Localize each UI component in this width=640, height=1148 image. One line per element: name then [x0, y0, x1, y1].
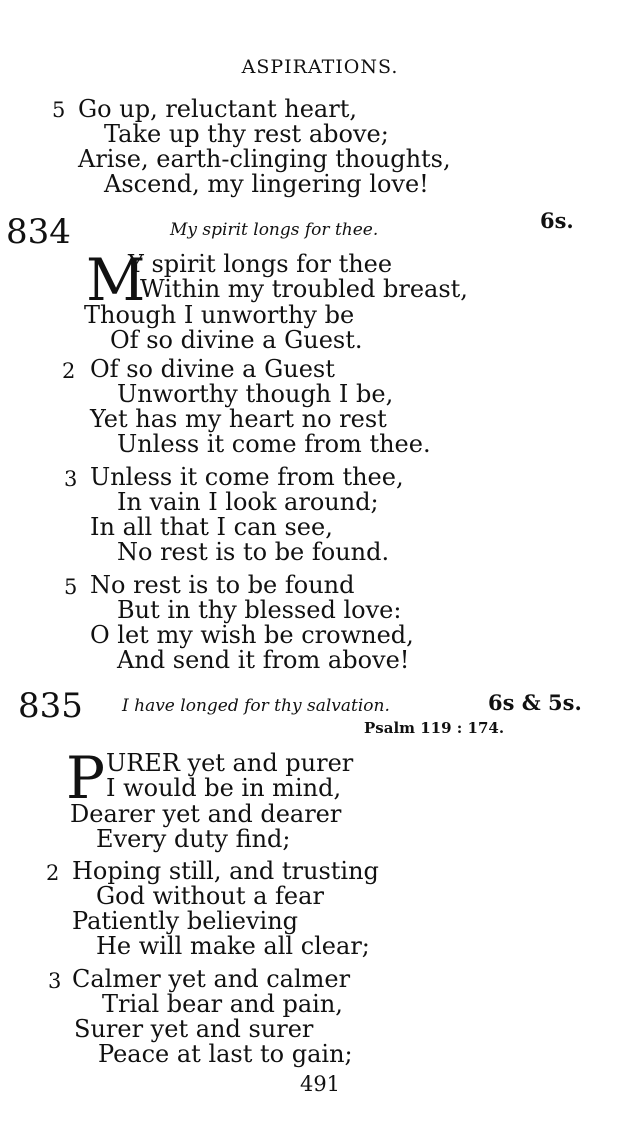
- drop-cap: M: [86, 246, 146, 314]
- verse-number: 2: [46, 861, 60, 885]
- hymn-meter: 6s & 5s.: [488, 690, 582, 715]
- verse-line: URER yet and purer: [106, 749, 354, 777]
- verse-number: 3: [64, 467, 78, 491]
- verse-line: Calmer yet and calmer: [72, 965, 351, 993]
- verse-line: Arise, earth-clinging thoughts,: [78, 145, 451, 173]
- verse-number: 3: [48, 969, 62, 993]
- verse-line: Dearer yet and dearer: [70, 800, 342, 828]
- verse-line: Take up thy rest above;: [104, 120, 389, 148]
- verse-line: Unworthy though I be,: [117, 380, 394, 408]
- verse-line: Surer yet and surer: [74, 1015, 314, 1043]
- verse-number: 2: [62, 359, 76, 383]
- verse-line: Unless it come from thee.: [117, 430, 431, 458]
- verse-line: Every duty find;: [96, 825, 291, 853]
- verse-line: No rest is to be found: [90, 571, 355, 599]
- verse-line: And send it from above!: [117, 646, 410, 674]
- verse-line: O let my wish be crowned,: [90, 621, 414, 649]
- verse-line: No rest is to be found.: [117, 538, 390, 566]
- drop-cap: P: [66, 744, 106, 812]
- hymn-number: 834: [6, 212, 71, 252]
- hymn-title: I have longed for thy salvation.: [122, 696, 390, 716]
- verse-line: Trial bear and pain,: [102, 990, 343, 1018]
- verse-line: Ascend, my lingering love!: [104, 170, 429, 198]
- verse-line: God without a fear: [96, 882, 324, 910]
- verse-line: Unless it come from thee,: [90, 463, 404, 491]
- hymn-title: My spirit longs for thee.: [170, 220, 379, 240]
- verse-line: Within my troubled breast,: [140, 275, 468, 303]
- verse-line: I would be in mind,: [106, 774, 342, 802]
- verse-number: 5: [64, 575, 78, 599]
- verse-line: Peace at last to gain;: [98, 1040, 353, 1068]
- verse-line: Go up, reluctant heart,: [78, 95, 357, 123]
- verse-number: 5: [52, 98, 66, 122]
- running-head: ASPIRATIONS.: [241, 56, 399, 78]
- verse-line: Y spirit longs for thee: [128, 250, 393, 278]
- verse-line: In all that I can see,: [90, 513, 333, 541]
- verse-line: Patiently believing: [72, 907, 299, 935]
- page-number: 491: [299, 1072, 341, 1096]
- verse-line: Though I unworthy be: [84, 301, 355, 329]
- verse-line: But in thy blessed love:: [117, 596, 402, 624]
- verse-line: In vain I look around;: [117, 488, 379, 516]
- verse-line: Of so divine a Guest: [90, 355, 335, 383]
- hymn-meter: 6s.: [540, 208, 574, 233]
- verse-line: He will make all clear;: [96, 932, 370, 960]
- verse-line: Of so divine a Guest.: [110, 326, 363, 354]
- verse-line: Hoping still, and trusting: [72, 857, 379, 885]
- scripture-reference: Psalm 119 : 174.: [364, 719, 505, 737]
- verse-line: Yet has my heart no rest: [90, 405, 387, 433]
- hymn-number: 835: [18, 686, 83, 726]
